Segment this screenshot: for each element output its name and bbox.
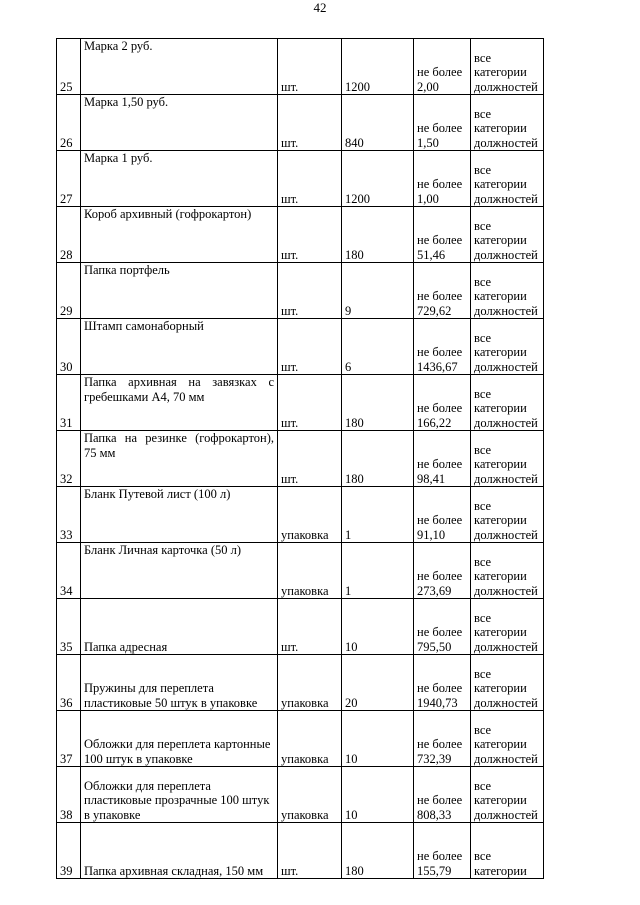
- item-category-cell: [471, 767, 544, 823]
- category-line: все: [474, 778, 492, 793]
- category-line: категории: [474, 289, 527, 303]
- table-row: [57, 487, 544, 543]
- item-quantity: 840: [342, 95, 414, 151]
- price-limit-label: не более: [417, 233, 463, 247]
- item-name: Папка архивная складная, 150 мм: [81, 823, 278, 879]
- item-price: 808,33: [417, 807, 452, 822]
- price-limit-label: не более: [417, 345, 463, 359]
- item-name: Папка адресная: [81, 599, 278, 655]
- category-line: должностей: [474, 583, 538, 598]
- category-line: категории: [474, 569, 527, 583]
- category-line: все: [474, 386, 492, 401]
- item-price-cell: [414, 823, 471, 879]
- price-limit-label: не более: [417, 401, 463, 415]
- category-line: все: [474, 218, 492, 233]
- item-price-cell: [414, 151, 471, 207]
- row-number: 37: [57, 711, 81, 767]
- item-price-cell: [414, 39, 471, 95]
- item-unit: упаковка: [278, 655, 342, 711]
- category-line: должностей: [474, 527, 538, 542]
- table-row: [57, 207, 544, 263]
- category-line: все: [474, 554, 492, 569]
- category-line: должностей: [474, 191, 538, 206]
- item-price-cell: [414, 599, 471, 655]
- table-row: [57, 543, 544, 599]
- item-name: Марка 2 руб.: [81, 39, 278, 95]
- category-line: категории: [474, 177, 527, 191]
- price-limit-label: не более: [417, 65, 463, 79]
- item-name: Папка архивная на завязках с гребешками А4, 70 мм: [81, 375, 278, 431]
- price-limit-label: не более: [417, 457, 463, 471]
- item-price: 51,46: [417, 247, 446, 262]
- item-price: 729,62: [417, 303, 452, 318]
- item-price: 732,39: [417, 751, 452, 766]
- category-line: категории: [474, 457, 527, 471]
- category-line: категории: [474, 65, 527, 79]
- category-line: категории: [474, 793, 527, 807]
- item-quantity: 9: [342, 263, 414, 319]
- category-line: все: [474, 722, 492, 737]
- table-row: [57, 95, 544, 151]
- item-category-cell: [471, 599, 544, 655]
- row-number: 28: [57, 207, 81, 263]
- category-line: должностей: [474, 695, 538, 710]
- row-number: 25: [57, 39, 81, 95]
- item-unit: шт.: [278, 599, 342, 655]
- row-number: 34: [57, 543, 81, 599]
- item-category-cell: [471, 655, 544, 711]
- category-line: категории: [474, 401, 527, 415]
- row-number: 31: [57, 375, 81, 431]
- item-price-cell: [414, 487, 471, 543]
- item-price-cell: [414, 655, 471, 711]
- table-row: [57, 263, 544, 319]
- price-limit-label: не более: [417, 793, 463, 807]
- table-row: [57, 823, 544, 879]
- row-number: 30: [57, 319, 81, 375]
- item-unit: шт.: [278, 39, 342, 95]
- item-quantity: 6: [342, 319, 414, 375]
- item-name: Обложки для переплета пластиковые прозрачные 100 штук в упаковке: [81, 767, 278, 823]
- category-line: должностей: [474, 79, 538, 94]
- item-category-cell: [471, 711, 544, 767]
- row-number: 27: [57, 151, 81, 207]
- category-line: все: [474, 274, 492, 289]
- item-price: 795,50: [417, 639, 452, 654]
- item-category-cell: [471, 431, 544, 487]
- item-category-cell: [471, 823, 544, 879]
- item-category-cell: [471, 319, 544, 375]
- item-unit: шт.: [278, 151, 342, 207]
- item-price: 1940,73: [417, 695, 458, 710]
- category-line: все: [474, 162, 492, 177]
- item-name: Папка на резинке (гофрокартон), 75 мм: [81, 431, 278, 487]
- item-price-cell: [414, 431, 471, 487]
- item-quantity: 180: [342, 823, 414, 879]
- category-line: должностей: [474, 807, 538, 822]
- item-category-cell: [471, 39, 544, 95]
- item-category-cell: [471, 151, 544, 207]
- category-line: категории: [474, 345, 527, 359]
- row-number: 36: [57, 655, 81, 711]
- item-price: 98,41: [417, 471, 446, 486]
- category-line: все: [474, 50, 492, 65]
- item-unit: шт.: [278, 95, 342, 151]
- item-quantity: 1: [342, 543, 414, 599]
- item-unit: упаковка: [278, 711, 342, 767]
- item-quantity: 20: [342, 655, 414, 711]
- table-row: [57, 319, 544, 375]
- table-row: [57, 599, 544, 655]
- item-unit: упаковка: [278, 487, 342, 543]
- item-quantity: 180: [342, 375, 414, 431]
- table-body: [57, 39, 544, 879]
- item-unit: шт.: [278, 431, 342, 487]
- item-category-cell: [471, 487, 544, 543]
- item-price-cell: [414, 263, 471, 319]
- row-number: 35: [57, 599, 81, 655]
- category-line: категории: [474, 681, 527, 695]
- item-price: 273,69: [417, 583, 452, 598]
- item-quantity: 1200: [342, 151, 414, 207]
- item-unit: шт.: [278, 319, 342, 375]
- item-price-cell: [414, 543, 471, 599]
- item-quantity: 1200: [342, 39, 414, 95]
- price-limit-label: не более: [417, 121, 463, 135]
- category-line: все: [474, 498, 492, 513]
- price-limit-label: не более: [417, 737, 463, 751]
- item-name: Короб архивный (гофрокартон): [81, 207, 278, 263]
- item-category-cell: [471, 95, 544, 151]
- price-limit-label: не более: [417, 625, 463, 639]
- table-row: [57, 39, 544, 95]
- row-number: 33: [57, 487, 81, 543]
- goods-table: [56, 38, 544, 879]
- item-name: Марка 1,50 руб.: [81, 95, 278, 151]
- table-row: [57, 655, 544, 711]
- item-price: 1,00: [417, 191, 439, 206]
- item-category-cell: [471, 263, 544, 319]
- table-row: [57, 151, 544, 207]
- item-unit: шт.: [278, 823, 342, 879]
- item-price: 1436,67: [417, 359, 458, 374]
- category-line: все: [474, 442, 492, 457]
- item-name: Марка 1 руб.: [81, 151, 278, 207]
- item-price-cell: [414, 375, 471, 431]
- price-limit-label: не более: [417, 513, 463, 527]
- item-unit: шт.: [278, 207, 342, 263]
- category-line: все: [474, 849, 492, 863]
- category-line: категории: [474, 863, 527, 878]
- price-limit-label: не более: [417, 569, 463, 583]
- item-price-cell: [414, 319, 471, 375]
- item-name: Обложки для переплета картонные 100 штук в упаковке: [81, 711, 278, 767]
- item-category-cell: [471, 543, 544, 599]
- category-line: все: [474, 666, 492, 681]
- category-line: должностей: [474, 639, 538, 654]
- table-row: [57, 767, 544, 823]
- row-number: 38: [57, 767, 81, 823]
- row-number: 26: [57, 95, 81, 151]
- item-unit: упаковка: [278, 767, 342, 823]
- category-line: должностей: [474, 359, 538, 374]
- item-price-cell: [414, 95, 471, 151]
- item-quantity: 180: [342, 207, 414, 263]
- price-limit-label: не более: [417, 289, 463, 303]
- row-number: 29: [57, 263, 81, 319]
- table-row: [57, 375, 544, 431]
- category-line: категории: [474, 233, 527, 247]
- category-line: должностей: [474, 415, 538, 430]
- item-quantity: 1: [342, 487, 414, 543]
- item-category-cell: [471, 375, 544, 431]
- category-line: все: [474, 106, 492, 121]
- item-price-cell: [414, 207, 471, 263]
- category-line: все: [474, 610, 492, 625]
- table-row: [57, 431, 544, 487]
- category-line: категории: [474, 737, 527, 751]
- item-unit: упаковка: [278, 543, 342, 599]
- item-price: 91,10: [417, 527, 446, 542]
- item-name: Папка портфель: [81, 263, 278, 319]
- price-limit-label: не более: [417, 681, 463, 695]
- category-line: должностей: [474, 135, 538, 150]
- item-price-cell: [414, 767, 471, 823]
- row-number: 39: [57, 823, 81, 879]
- item-price: 2,00: [417, 79, 439, 94]
- price-limit-label: не более: [417, 177, 463, 191]
- item-unit: шт.: [278, 263, 342, 319]
- item-quantity: 180: [342, 431, 414, 487]
- item-name: Пружины для переплета пластиковые 50 штук в упаковке: [81, 655, 278, 711]
- category-line: должностей: [474, 751, 538, 766]
- table-row: [57, 711, 544, 767]
- item-quantity: 10: [342, 599, 414, 655]
- item-price-cell: [414, 711, 471, 767]
- item-quantity: 10: [342, 711, 414, 767]
- item-price: 155,79: [417, 863, 452, 878]
- category-line: категории: [474, 121, 527, 135]
- item-category-cell: [471, 207, 544, 263]
- item-unit: шт.: [278, 375, 342, 431]
- category-line: категории: [474, 625, 527, 639]
- price-limit-label: не более: [417, 849, 463, 863]
- item-name: Штамп самонаборный: [81, 319, 278, 375]
- item-price: 1,50: [417, 135, 439, 150]
- item-quantity: 10: [342, 767, 414, 823]
- row-number: 32: [57, 431, 81, 487]
- category-line: все: [474, 330, 492, 345]
- item-name: Бланк Личная карточка (50 л): [81, 543, 278, 599]
- category-line: категории: [474, 513, 527, 527]
- category-line: должностей: [474, 303, 538, 318]
- category-line: должностей: [474, 471, 538, 486]
- item-price: 166,22: [417, 415, 452, 430]
- item-name: Бланк Путевой лист (100 л): [81, 487, 278, 543]
- page-number: 42: [313, 0, 327, 15]
- category-line: должностей: [474, 247, 538, 262]
